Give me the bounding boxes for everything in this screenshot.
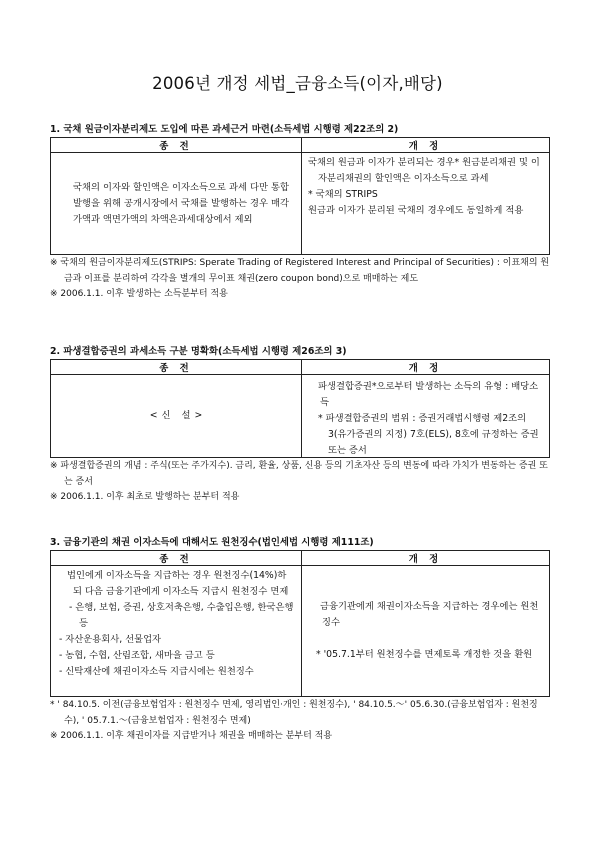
section-2-after-line-2: * 파생결합증권의 범위 : 증권거래법시행령 제2조의3(유가증권의 지정) 7호(ELS), 8호에 규정하는 증권 또는 증서 [318,413,539,456]
section-3-notes [50,698,550,745]
section-3-after-line-1: 금융기관에게 채권이자소득을 지급하는 경우에는 원천징수 [320,601,539,628]
section-3-heading: 3. 금융기관의 채권 이자소득에 대해서도 원천징수(법인세법 시행령 제111조) [50,537,374,548]
section-2-table [50,359,550,458]
section-3-after-line-2: * '05.7.1부터 원천징수를 면제토록 개정한 것을 환원 [316,649,533,660]
section-3-table [50,550,550,697]
section-1-before-cell [51,153,302,255]
section-2-before-text: <신 설> [149,410,207,421]
section-1-heading: 1. 국채 원금이자분리제도 도입에 따른 과세근거 마련(소득세법 시행령 제22조의 2) [50,124,399,135]
section-2-note-2: ※ 2006.1.1. 이후 최초로 발행하는 분부터 적용 [50,492,240,502]
section-2-note-1: ※ 파생결합증권의 개념 : 주식(또는 주가지수). 금리, 환율, 상품, 신용 등의 기초자산 등의 변동에 따라 가치가 변동하는 증권 또는 증서 [50,461,548,487]
section-1-after-cell [302,153,550,255]
section-1-before-text: 국채의 이자와 할인액은 이자소득으로 과세 다만 통합발행을 위해 공개시장에서 국채를 발행하는 경우 매각가액과 액면가액의 차액은과세대상에서 제외 [73,181,289,225]
section-2-after-line-1: 파생결합증권*으로부터 발생하는 소득의 유형 : 배당소득 [318,381,539,408]
header-before: 종 전 [51,360,302,375]
header-after: 개 정 [302,138,550,153]
header-after: 개 정 [302,551,550,566]
header-before: 종 전 [51,138,302,153]
section-3-after-cell [302,566,550,697]
header-before: 종 전 [51,551,302,566]
section-2-after-cell [302,375,550,458]
section-2-notes [50,459,550,506]
section-1-after-line-2: * 국채의 STRIPS [308,189,378,200]
section-2 [50,343,550,506]
header-after: 개 정 [302,360,550,375]
section-1-after-line-3: 원금과 이자가 분리된 국채의 경우에도 동일하게 적용 [308,205,524,216]
section-3-note-2: ※ 2006.1.1. 이후 채권이자를 지급받거나 채권을 매매하는 분부터 적용 [50,731,333,741]
section-1-note-1: ※ 국채의 원금이자분리제도(STRIPS: Sperate Trading of Registered Interest and Principal of Securities) : 이표채의 원금과 이표를 분리하여 각각을 별개의 무이표 채권(zero coupon bond)으로 매매하는 제도 [50,258,550,284]
section-1-table [50,137,550,255]
section-3-before-cell [51,566,302,697]
section-3 [50,534,550,745]
section-2-heading: 2. 파생결합증권의 과세소득 구분 명확화(소득세법 시행령 제26조의 3) [50,346,347,357]
page-title: 2006년 개정 세법_금융소득(이자,배당) [152,74,443,93]
section-2-before-cell [51,375,302,458]
section-3-before-line-4: - 농협, 수협, 산림조합, 새마을 금고 등 [59,650,215,661]
section-1 [50,121,550,303]
section-1-notes [50,256,550,303]
section-3-before-line-1: 법인에게 이자소득을 지급하는 경우 원천징수(14%)하되 다음 금융기관에게 이자소득 지급시 원천징수 면제 [67,570,289,597]
section-1-after-line-1: 국채의 원금과 이자가 분리되는 경우* 원금분리채권 및 이자분리채권의 할인액은 이자소득으로 과세 [308,157,540,184]
section-1-note-2: ※ 2006.1.1. 이후 발생하는 소득분부터 적용 [50,289,228,299]
section-3-before-line-5: - 신탁재산에 채권이자소득 지급시에는 원천징수 [59,666,254,677]
section-3-before-line-2: - 은행, 보험, 증권, 상호저축은행, 수출입은행, 한국은행 등 [69,602,294,629]
section-3-before-line-3: - 자산운용회사, 선물업자 [59,634,162,645]
section-3-note-1: * ' 84.10.5. 이전(금융보험업자 : 원천징수 면제, 영리법인·개인 : 원천징수), ' 84.10.5.～' 05.6.30.(금융보험업자 : 원천징수), ' 05.7.1.～(금융보험업자 : 원천징수 면제) [50,700,538,726]
